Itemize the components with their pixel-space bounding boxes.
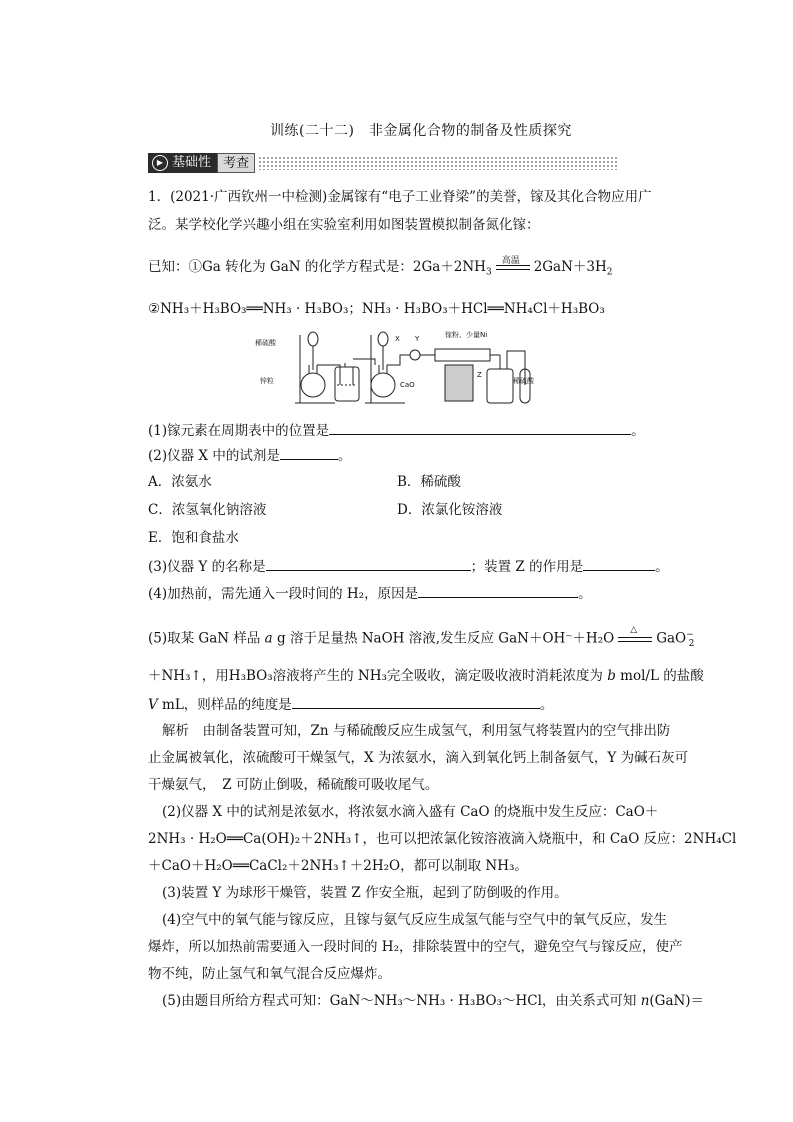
- part-1-text: (1)镓元素在周期表中的位置是: [148, 423, 330, 439]
- analysis-line-11-a: (5)由题目所给方程式可知：GaN～NH₃～NH₃ · H₃BO₃～HCl，由关系式可知: [162, 993, 641, 1009]
- label-ga: 镓粉、少量Ni: [445, 331, 488, 339]
- var-a: a: [264, 630, 273, 647]
- analysis-line-4: (2)仪器 X 中的试剂是浓氨水，将浓氨水滴入盛有 CaO 的烧瓶中发生反应：CaO＋: [162, 804, 659, 820]
- label-y: Y: [415, 335, 420, 343]
- var-b: b: [607, 668, 616, 684]
- analysis-line-8: (4)空气中的氧气能与镓反应，且镓与氨气反应生成氢气能与空气中的氧气反应，发生: [162, 912, 668, 928]
- option-e: E．饱和食盐水: [148, 530, 239, 546]
- part-5-text-b: g 溶于足量热 NaOH 溶液,发生反应 GaN＋OH⁻＋H₂O: [272, 630, 615, 647]
- part-4-end: 。: [578, 586, 592, 602]
- analysis-line-10: 物不纯，防止氢气和氧气混合反应爆炸。: [148, 966, 391, 982]
- var-n: n: [640, 993, 650, 1009]
- apparatus-diagram: [255, 325, 545, 405]
- equals-sign: [496, 256, 530, 270]
- answer-blank-2[interactable]: [280, 445, 338, 460]
- part-5: (5)取某 GaN 样品 a g 溶于足量热 NaOH 溶液,发生反应 GaN＋OH⁻＋H₂O △ GaO−$_2$: [148, 626, 694, 653]
- section-tag: 考查: [217, 153, 255, 173]
- condition-label: 高温: [501, 256, 520, 266]
- part-3: [148, 556, 669, 576]
- label-z: Z: [477, 371, 482, 379]
- answer-blank-3b[interactable]: [583, 556, 655, 571]
- part-2-text: (2)仪器 X 中的试剂是: [148, 448, 280, 464]
- known-1-left: 已知：①Ga 转化为 GaN 的化学方程式是：2Ga＋2NH: [148, 259, 486, 275]
- answer-blank-3a[interactable]: [266, 556, 471, 571]
- part-3-text-a: (3)仪器 Y 的名称是: [148, 559, 266, 575]
- option-a: A．浓氨水: [148, 474, 212, 490]
- analysis-line-2: 止金属被氧化，浓硫酸可干燥氢气，X 为浓氨水，滴入到氧化钙上制备氨气，Y 为碱石灰可: [148, 750, 689, 766]
- question-intro-line2: 泛。某学校化学兴趣小组在实验室利用如图装置模拟制备氮化镓：: [148, 217, 540, 233]
- section-label-text: 基础性: [172, 155, 212, 170]
- analysis-line-5: 2NH₃ · H₂O══Ca(OH)₂＋2NH₃↑，也可以把浓氯化铵溶液滴入烧瓶中，和 CaO 反应：2NH₄Cl: [148, 831, 737, 847]
- analysis-line-11: [162, 992, 704, 1010]
- part-1: [148, 420, 645, 440]
- answer-blank-4[interactable]: [418, 583, 578, 598]
- page-title: 训练(二十二) 非金属化合物的制备及性质探究: [270, 123, 572, 139]
- var-v: V: [148, 697, 158, 713]
- analysis-line-3: 干燥氨气， Z 可防止倒吸，稀硫酸可吸收尾气。: [148, 777, 439, 793]
- section-bar: [148, 153, 618, 173]
- part-5-line3: [148, 694, 553, 714]
- known-equation-1: 已知：①Ga 转化为 GaN 的化学方程式是：$2Ga+2NH_3$ 高温 $2GaN+3H_2$: [148, 258, 613, 282]
- label-x: X: [395, 335, 400, 343]
- heat-condition: △: [630, 624, 638, 635]
- analysis-line-11-b: (GaN)＝: [649, 993, 705, 1009]
- known-1-right: 2GaN＋3H: [533, 259, 607, 275]
- part-5-line3-text: mL，则样品的纯度是: [157, 697, 292, 713]
- analysis-line-1: 解析 由制备装置可知，Zn 与稀硫酸反应生成氢气，利用氢气将装置内的空气排出防: [162, 723, 671, 739]
- known-equation-2: ②NH₃＋H₃BO₃══NH₃ · H₃BO₃；NH₃ · H₃BO₃＋HCl══NH₄Cl＋H₃BO₃: [148, 301, 605, 317]
- analysis-line-6: ＋CaO＋H₂O══CaCl₂＋2NH₃↑＋2H₂O，都可以制取 NH₃。: [148, 858, 528, 874]
- equals-sign-heat: [618, 624, 652, 642]
- part-5-line2-end: mol/L 的盐酸: [615, 668, 704, 684]
- option-d: D．浓氯化铵溶液: [397, 502, 503, 518]
- analysis-line-7: (3)装置 Y 为球形干燥管，装置 Z 作安全瓶，起到了防倒吸的作用。: [162, 885, 568, 901]
- part-2: [148, 445, 351, 465]
- analysis-line-9: 爆炸，所以加热前需要通入一段时间的 H₂，排除装置中的空气，避免空气与镓反应，使产: [148, 939, 683, 955]
- part-5-line2-text: ＋NH₃↑，用H₃BO₃溶液将产生的 NH₃完全吸收，滴定吸收液时消耗浓度为: [148, 668, 608, 684]
- label-dilute-acid: 稀硫酸: [255, 339, 276, 347]
- question-intro-line1: 1．(2021·广西钦州一中检测)金属镓有“电子工业脊梁”的美誉，镓及其化合物应用广: [148, 189, 652, 205]
- part-5-line2: [148, 667, 704, 685]
- option-b: B．稀硫酸: [397, 474, 461, 490]
- part-3-end: 。: [655, 559, 669, 575]
- answer-blank-1[interactable]: [329, 420, 631, 435]
- label-zinc: 锌粒: [260, 377, 274, 385]
- label-dilute-acid-2: 稀硫酸: [513, 377, 534, 385]
- part-3-text-b: ；装置 Z 的作用是: [470, 559, 584, 575]
- dotted-rule: [258, 156, 618, 170]
- part-5-end: 。: [539, 697, 554, 713]
- play-icon: ▶: [152, 155, 168, 171]
- part-5-text-a: (5)取某 GaN 样品: [148, 630, 265, 647]
- section-label: [148, 153, 217, 173]
- answer-blank-5[interactable]: [292, 694, 540, 709]
- part-2-end: 。: [337, 448, 352, 464]
- label-cao: CaO: [400, 381, 415, 389]
- part-4-text: (4)加热前，需先通入一段时间的 H₂，原因是: [148, 586, 419, 602]
- part-4: [148, 583, 592, 603]
- part-1-end: 。: [631, 423, 645, 439]
- part-5-text-c: GaO: [656, 630, 687, 647]
- option-c: C．浓氢氧化钠溶液: [148, 502, 267, 518]
